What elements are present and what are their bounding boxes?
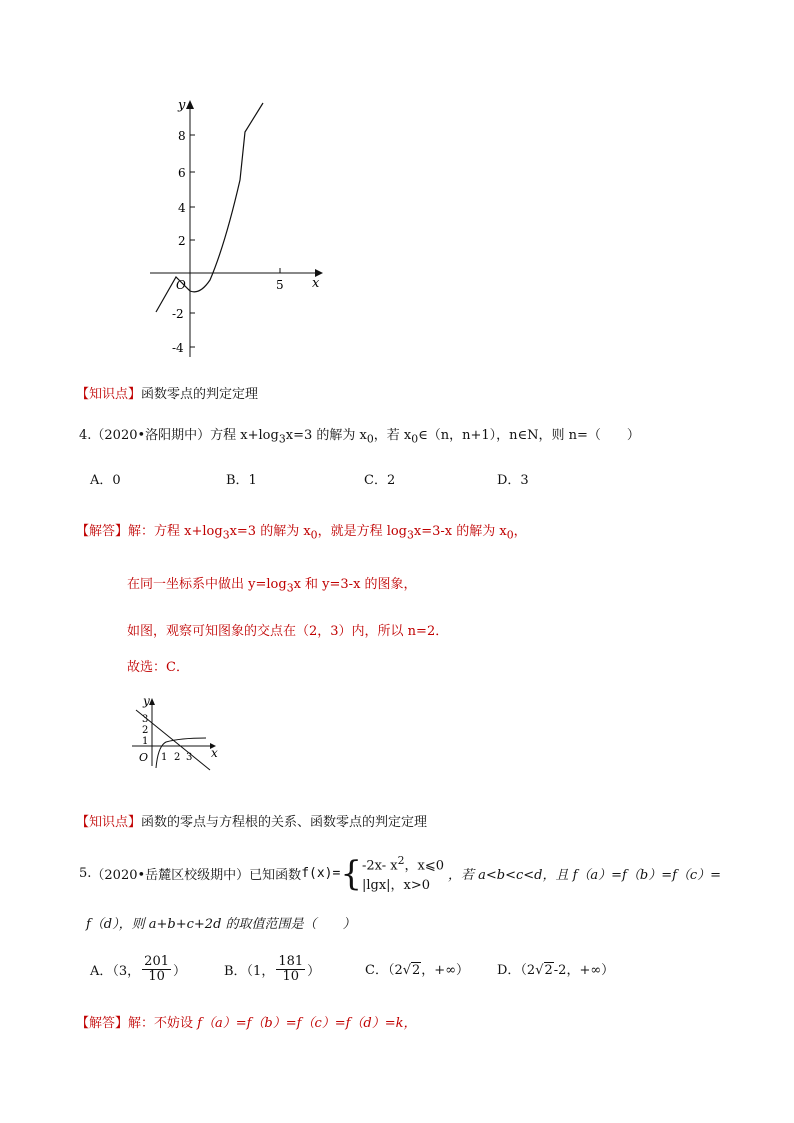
case-2: |lgx|，x>0 — [361, 878, 431, 894]
answer-part: ，就是方程 log — [317, 524, 408, 539]
knowledge-point-1 — [76, 383, 258, 402]
answer-4-line-1 — [76, 520, 527, 542]
option-text: -2，+∞） — [553, 963, 615, 978]
y-tick-label: -2 — [172, 307, 184, 321]
answer-sub: 3 — [222, 528, 230, 542]
sqrt-sign: √ — [402, 963, 412, 978]
option-d: D．3 — [497, 473, 529, 488]
y-tick-label: 4 — [178, 201, 186, 215]
y-axis-label: y — [178, 98, 186, 113]
x-tick-label: 3 — [186, 752, 193, 763]
option-c: C．2 — [364, 473, 396, 488]
stem-part: x=3 的解为 x — [285, 428, 367, 443]
y-tick-label: 3 — [142, 714, 149, 725]
answer-4-line-4: 故选：C． — [127, 660, 189, 675]
question-number: 5. — [79, 866, 92, 882]
x-axis-label: x — [312, 276, 320, 291]
case-1 — [362, 851, 444, 876]
case-sup: 2 — [397, 854, 405, 867]
stem-part: ，若 a<b<c<d，且 f（a）=f（b）=f（c）= — [447, 868, 722, 884]
x-tick-label: 5 — [276, 278, 284, 292]
numerator: 181 — [278, 954, 304, 969]
y-axis-arrow — [186, 100, 194, 109]
option-a — [90, 955, 186, 984]
answer-tag: 【解答】 — [76, 524, 129, 539]
fraction — [142, 955, 171, 984]
answer-5-line-1 — [76, 1012, 417, 1031]
answer-sub: 0 — [506, 528, 514, 542]
y-tick-label: 8 — [178, 129, 186, 143]
origin-label: O — [139, 751, 149, 764]
answer-sub: 3 — [286, 581, 294, 595]
radicand: 2 — [544, 963, 553, 978]
answer-part: x=3-x 的解为 x — [413, 524, 507, 539]
question-source: （2020•洛阳期中） — [91, 428, 211, 443]
origin-label: O — [176, 278, 186, 292]
x-tick-label: 1 — [161, 752, 168, 763]
y-axis-label: y — [143, 694, 150, 708]
knowledge-tag: 【知识点】 — [76, 387, 142, 402]
radicand: 2 — [412, 963, 421, 978]
y-tick-label: 2 — [142, 725, 149, 736]
x-tick-label: 2 — [174, 752, 181, 763]
stem-sub: 0 — [366, 432, 374, 446]
denominator: 10 — [148, 969, 165, 984]
stem-part: ，若 x — [373, 428, 412, 443]
answer-sub: 3 — [407, 528, 414, 542]
graph-1 — [140, 95, 330, 360]
stem-part: 已知函数 — [249, 868, 302, 884]
knowledge-tag: 【知识点】 — [76, 815, 142, 830]
option-d — [497, 959, 614, 978]
knowledge-point-2 — [76, 811, 427, 830]
option-b — [224, 955, 320, 984]
y-axis-arrow — [149, 698, 155, 705]
piecewise-cases — [362, 851, 444, 896]
knowledge-text: 函数零点的判定定理 — [141, 387, 259, 402]
numerator: 201 — [144, 954, 169, 969]
fraction — [276, 955, 305, 984]
answer-4-line-2 — [127, 573, 417, 595]
piecewise-brace: { — [340, 853, 362, 894]
option-text: D．（2 — [497, 963, 536, 978]
question-number: 4. — [79, 428, 92, 443]
stem-sub: 0 — [411, 432, 419, 446]
y-tick-label: 6 — [178, 166, 186, 180]
knowledge-text: 函数的零点与方程根的关系、函数零点的判定定理 — [141, 815, 428, 830]
question-4-stem — [79, 424, 640, 446]
stem-part: ∈（n，n+1），n∈N，则 n=（ ） — [418, 428, 640, 443]
answer-part: 在同一坐标系中做出 y=log — [127, 577, 287, 592]
function-name: f(x)= — [301, 866, 341, 882]
option-text: B．（1， — [224, 964, 275, 979]
graph-2 — [128, 694, 228, 774]
function-curve — [156, 103, 263, 312]
case-expr: -2x- x — [361, 858, 398, 874]
question-5-stem — [79, 851, 721, 896]
denominator: 10 — [282, 969, 300, 984]
answer-sub: 0 — [310, 528, 318, 542]
y-tick-label: 1 — [142, 736, 149, 747]
case-cond: ，x⩽0 — [404, 858, 444, 874]
option-b: B．1 — [226, 473, 257, 488]
stem-sub: 3 — [278, 432, 286, 446]
answer-part: x 和 y=3-x 的图象， — [293, 577, 417, 592]
answer-part: f（a）=f（b）=f（c）=f（d）=k， — [197, 1016, 417, 1031]
answer-part: 解：不妨设 — [128, 1016, 198, 1031]
question-source: （2020•岳麓区校级期中） — [91, 868, 250, 884]
option-text: ） — [307, 964, 321, 979]
y-tick-label: -4 — [172, 341, 184, 355]
option-text: A．（3， — [90, 964, 141, 979]
y-tick-label: 2 — [178, 234, 186, 248]
answer-4-line-3: 如图，观察可知图象的交点在（2，3）内，所以 n=2． — [127, 624, 449, 639]
option-c — [365, 959, 469, 978]
answer-part: 解：方程 x+log — [128, 524, 223, 539]
option-text: ） — [173, 964, 187, 979]
answer-part: ， — [513, 524, 527, 539]
option-text: ，+∞） — [421, 963, 470, 978]
option-text: C．（2 — [365, 963, 403, 978]
answer-part: x=3 的解为 x — [229, 524, 311, 539]
answer-tag: 【解答】 — [76, 1016, 129, 1031]
x-axis-label: x — [211, 746, 218, 760]
option-a: A．0 — [90, 473, 121, 488]
stem-part: 方程 x+log — [210, 428, 279, 443]
sqrt-sign: √ — [535, 963, 544, 978]
question-5-line-2: f（d），则 a+b+c+2d 的取值范围是（ ） — [86, 917, 356, 932]
